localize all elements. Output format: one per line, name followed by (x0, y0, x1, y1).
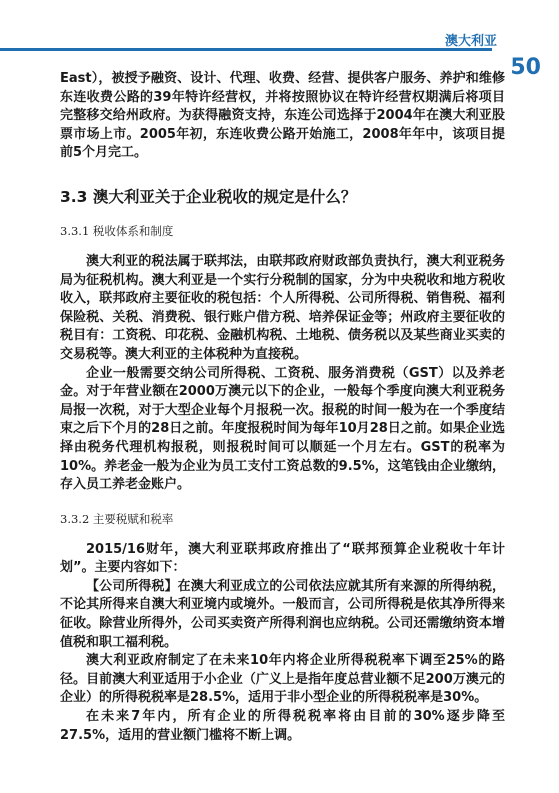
paragraph-main-taxes-1: 2015/16财年，澳大利亚联邦政府推出了“联邦预算企业税收十年计划”。主要内容如下： (60, 541, 505, 576)
page-body (60, 70, 505, 745)
paragraph-main-taxes-2: 【公司所得税】在澳大利亚成立的公司依法应就其所有来源的所得纳税，不论其所得来自澳大利亚境内或境外。一般而言，公司所得税是依其净所得来征收。除营业所得外，公司买卖资产所得利润也应纳税。公司还需缴纳资本增值税和职工福利税。 (60, 578, 505, 650)
paragraph-tax-system-2: 企业一般需要交纳公司所得税、工资税、服务消费税（GST）以及养老金。对于年营业额在2000万澳元以下的企业，一般每个季度向澳大利亚税务局报一次税，对于大型企业每个月报税一次。报税的时间一般为在一个季度结束之后下个月的28日之前。年度报税时间为每年10月28日之前。如果企业选择由税务代理机构报税，则报税时间可以顺延一个月左右。GST的税率为10%。养老金一般为企业为员工支付工资总数的9.5%，这笔钱由企业缴纳，存入员工养老金账户。 (60, 365, 505, 493)
running-header-title: 澳大利亚 (444, 34, 497, 49)
intro-paragraph: East），被授予融资、设计、代理、收费、经营、提供客户服务、养护和维修东连收费公路的39年特许经营权，并将按照协议在特许经营权期满后将项目完整移交给州政府。为获得融资支持，东连公司选择于2004年在澳大利亚股票市场上市。2005年初，东连收费公路开始施工，2008年年中，该项目提前5个月完工。 (60, 71, 505, 161)
paragraph-tax-system-1: 澳大利亚的税法属于联邦法，由联邦政府财政部负责执行，澳大利亚税务局为征税机构。澳大利亚是一个实行分税制的国家，分为中央税收和地方税收收入，联邦政府主要征收的税包括：个人所得税、公司所得税、销售税、福利保险税、关税、消费税、银行账户借方税、培养保证金等；州政府主要征收的税目有：工资税、印花税、金融机构税、土地税、债务税以及某些商业买卖的交易税等。澳大利亚的主体税种为直接税。 (60, 253, 505, 362)
paragraph-main-taxes-4: 在未来7年内，所有企业的所得税税率将由目前的30%逐步降至27.5%，适用的营业额门槛将不断上调。 (60, 709, 505, 743)
paragraph-main-taxes-3: 澳大利亚政府制定了在未来10年内将企业所得税税率下调至25%的路径。目前澳大利亚适用于小企业（广义上是指年度总营业额不足200万澳元的企业）的所得税税率是28.5%，适用于非小型企业的所得税税率是30%。 (60, 653, 505, 706)
subsection-title-main-taxes: 3.3.2 主要税赋和税率 (60, 511, 174, 526)
subsection-title-tax-system: 3.3.1 税收体系和制度 (60, 223, 174, 238)
page-number: 50 (510, 55, 541, 80)
header-rule (0, 48, 492, 51)
section-title: 3.3 澳大利亚关于企业税收的规定是什么？ (60, 187, 357, 206)
